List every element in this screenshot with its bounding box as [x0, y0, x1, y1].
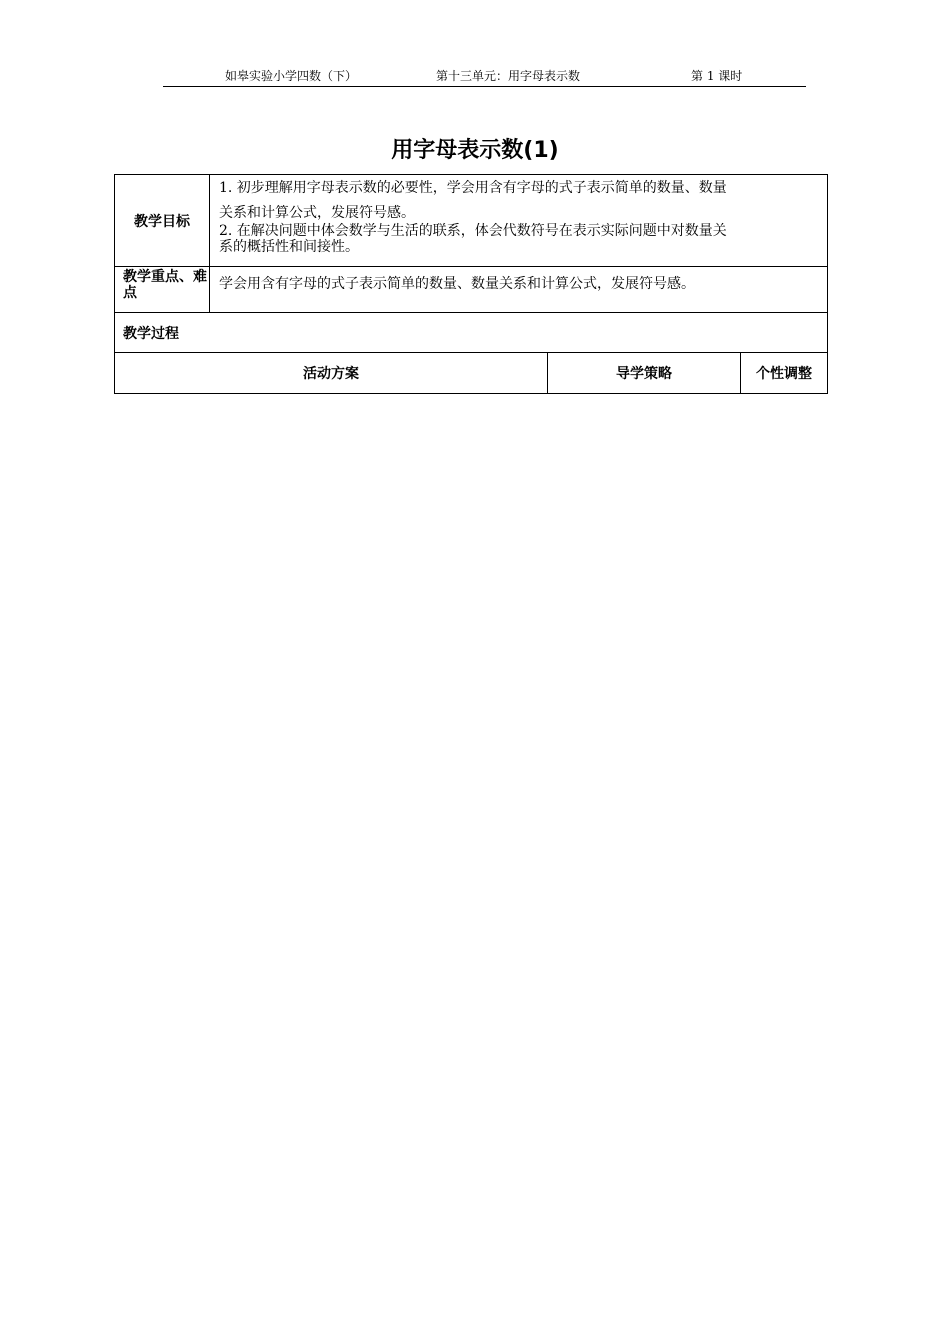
goal-1-line-1: 1. 初步理解用字母表示数的必要性，学会用含有字母的式子表示简单的数量、数量 [219, 180, 727, 196]
page-header [163, 60, 806, 87]
col-activity: 活动方案 [115, 353, 548, 394]
lesson-plan-table [114, 174, 828, 394]
col-strategy: 导学策略 [548, 353, 741, 394]
page-title: 用字母表示数(1) [391, 138, 559, 163]
goal-2-line-1: 2. 在解决问题中体会数学与生活的联系，体会代数符号在表示实际问题中对数量关 [219, 223, 727, 239]
header-school: 如皋实验小学四数（下） [225, 69, 358, 83]
col-adjust: 个性调整 [741, 353, 828, 394]
goals-label: 教学目标 [115, 175, 210, 267]
goal-1-line-2: 关系和计算公式，发展符号感。 [219, 205, 415, 221]
focus-row [115, 267, 828, 313]
process-row [115, 313, 828, 353]
goals-row [115, 175, 828, 267]
header-unit: 第十三单元：用字母表示数 [436, 69, 581, 83]
header-lesson: 第 1 课时 [691, 69, 743, 83]
focus-label: 教学重点、难点 [115, 267, 210, 313]
focus-text: 学会用含有字母的式子表示简单的数量、数量关系和计算公式，发展符号感。 [210, 267, 828, 313]
process-label: 教学过程 [115, 313, 828, 353]
goal-2-line-2: 系的概括性和间接性。 [219, 239, 359, 255]
column-header-row [115, 353, 828, 394]
goals-content [210, 175, 828, 267]
